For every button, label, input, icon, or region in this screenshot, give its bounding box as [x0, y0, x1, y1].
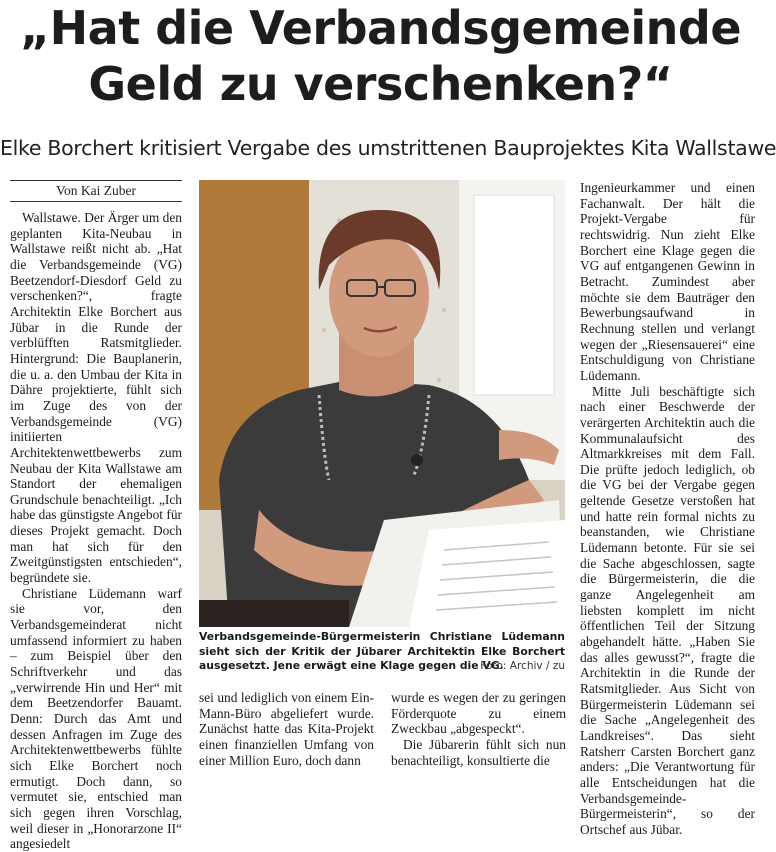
headline-line-2: Geld zu verschenken?“ — [88, 57, 673, 111]
article-column-4 — [580, 180, 755, 837]
headline — [0, 0, 761, 112]
paragraph: sei und lediglich von einem Ein-Mann-Büro abgeliefert wurde. Zunächst hatte das Kita-Projekt einen finanziellen Umfang von einer Million Euro, doch dann — [199, 690, 374, 768]
paragraph: Wallstawe. Der Ärger um den geplanten Kita-Neubau in Wallstawe reißt nicht ab. „Hat die Verbandsgemeinde (VG) Beetzendorf-Diesdorf Geld zu verschenken?“, fragte Architektin Elke Borchert aus Jübar in die Runde der verblüfften Ratsmitglieder. Hintergrund: Die Bauplanerin, die u. a. den Umbau der Kita in Dähre projektierte, fühlt sich im Zuge des von der Verbandsgemeinde (VG) initiierten Architektenwettbewerbs zum Neubau der Kita Wallstawe am Standort der ehemaligen Grundschule benachteiligt. „Ich habe das günstigste Angebot für dieses Projekt gemacht. Doch man hat sich für den Zweitgünstigsten entschieden“, begründete sie. — [10, 210, 182, 586]
article-column-3 — [391, 690, 566, 766]
photo-credit: Foto: Archiv / zu — [480, 660, 565, 672]
headline-line-1: „Hat die Verbandsgemeinde — [19, 1, 742, 55]
paragraph: Ingenieurkammer und einen Fachanwalt. Der hält die Projekt-Vergabe für rechtswidrig. Nun zieht Elke Borchert eine Klage gegen die VG auf entgangenen Gewinn in Betracht. Zumindest aber möchte sie dem Bauträger den Bewerbungsaufwand in Rechnung stellen und verlangt wegen der „Riesensauerei“ eine Entschuldigung von Christiane Lüdemann. — [580, 180, 755, 383]
paragraph: Die Jübarerin fühlt sich nun benachteiligt, konsultierte die — [391, 736, 566, 768]
subline: Elke Borchert kritisiert Vergabe des umstrittenen Bauprojektes Kita Wallstawe — [0, 136, 776, 160]
paragraph: Mitte Juli beschäftigte sich nach einer Beschwerde der verärgerten Architektin auch die Kommunalaufsicht des Altmarkkreises mit dem Fall. Die prüfte jedoch lediglich, ob die VG bei der Vergabe gegen geltende Gesetze verstoßen hat und hatte rein formal nichts zu beanstanden, wie Christiane Lüdemann betonte. Für sie sei die Sache abgeschlossen, sagte die Bürgermeisterin, die die ganze Angelegenheit am liebsten komplett im nicht öffentlichen Teil der Sitzung abgehandelt hätte. „Haben Sie das alles gewusst?“, fragte die Architektin in die Runde der Ratsmitglieder. Aus Sicht von Bürgermeisterin Lüdemann sei die Sache „Angelegenheit des Landkreises“. Das sieht Ratsherr Carsten Borchert ganz anders: „Die Verantwortung für alle Entscheidungen hat die Verbandsgemeinde-Bürgermeisterin“, so der Ortschef aus Jübar. — [580, 383, 755, 837]
byline: Von Kai Zuber — [10, 180, 182, 202]
paragraph: wurde es wegen der zu geringen Förderquote zu einem Zweckbau „abgespeckt“. — [391, 690, 566, 737]
article-column-1 — [10, 210, 182, 852]
article-column-2 — [199, 690, 374, 766]
paragraph: Christiane Lüdemann warf sie vor, den Verbandsgemeinderat nicht umfassend informiert zu haben – zum Beispiel über den Schriftverkehr und das „verwirrende Hin und Her“ mit dem Beetzendorfer Bauamt. Denn: Durch das Amt und dessen Anfragen im Zuge des Architektenwettbewerbs fühlte sich Elke Borchert noch ermutigt. Doch dann, so vermutet sie, entschied man sich gegen ihren Vorschlag, weil dieser in „Honorarzone II“ angesiedelt — [10, 585, 182, 852]
article-photo — [199, 180, 565, 627]
photo-caption: Verbandsgemeinde-Bürgermeisterin Christiane Lüdemann sieht sich der Kritik der Jübarer Architektin Elke Borchert ausgesetzt. Jene erwägt eine Klage gegen die VG. — [199, 630, 565, 672]
